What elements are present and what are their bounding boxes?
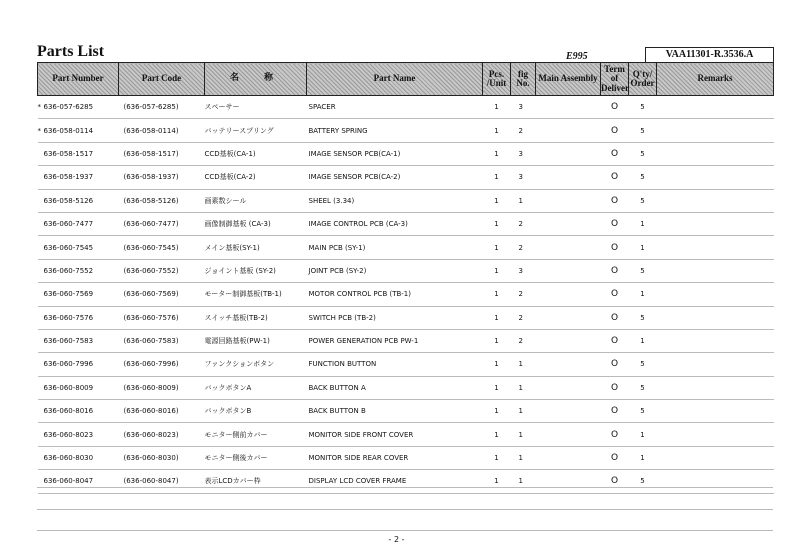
- part-number-cell: [38, 423, 119, 446]
- qty-order-cell: 1: [629, 236, 657, 259]
- table-row: [38, 423, 774, 446]
- main-assembly-cell: [536, 423, 601, 446]
- header-pcs-unit-line2: /Unit: [486, 78, 507, 88]
- term-of-deliver-cell: O: [601, 400, 629, 423]
- term-of-deliver-cell: O: [601, 119, 629, 142]
- pcs-unit-cell: 1: [483, 306, 511, 329]
- part-code-cell: (636-060-7583): [119, 329, 205, 352]
- fig-no-cell: 1: [511, 376, 536, 399]
- header-term-line1: Term: [604, 63, 625, 74]
- fig-no-cell: 3: [511, 259, 536, 282]
- term-of-deliver-cell: O: [601, 259, 629, 282]
- table-row: [38, 119, 774, 142]
- remarks-cell: [657, 446, 774, 469]
- pcs-unit-cell: 1: [483, 283, 511, 306]
- part-name-cell: FUNCTION BUTTON: [307, 353, 483, 376]
- table-row: [38, 283, 774, 306]
- blank-row-line: [37, 487, 773, 488]
- pcs-unit-cell: 1: [483, 329, 511, 352]
- model-name: E995: [566, 51, 588, 62]
- qty-order-cell: 5: [629, 400, 657, 423]
- main-assembly-cell: [536, 212, 601, 235]
- qty-order-cell: 1: [629, 283, 657, 306]
- part-name-cell: BACK BUTTON B: [307, 400, 483, 423]
- part-number-text: 636-060-7477: [43, 220, 94, 229]
- part-code-cell: (636-060-8047): [119, 470, 205, 493]
- jp-name-cell: CCD基板(CA-1): [205, 142, 307, 165]
- part-number-text: 636-060-7996: [43, 360, 94, 369]
- part-name-cell: MAIN PCB (SY-1): [307, 236, 483, 259]
- remarks-cell: [657, 353, 774, 376]
- pcs-unit-cell: 1: [483, 236, 511, 259]
- main-assembly-cell: [536, 446, 601, 469]
- part-number-text: 636-058-5126: [43, 196, 94, 205]
- part-name-cell: BATTERY SPRING: [307, 119, 483, 142]
- part-number-text: 636-058-1517: [43, 149, 94, 158]
- remarks-cell: [657, 119, 774, 142]
- term-of-deliver-cell: O: [601, 353, 629, 376]
- part-number-text: 636-060-7552: [43, 266, 94, 275]
- pcs-unit-cell: 1: [483, 423, 511, 446]
- main-assembly-cell: [536, 259, 601, 282]
- part-code-cell: (636-058-1517): [119, 142, 205, 165]
- remarks-cell: [657, 142, 774, 165]
- table-row: [38, 189, 774, 212]
- table-row: [38, 142, 774, 165]
- jp-name-cell: 電源回路基板(PW-1): [205, 329, 307, 352]
- part-name-cell: IMAGE CONTROL PCB (CA-3): [307, 212, 483, 235]
- part-number-cell: [38, 446, 119, 469]
- part-number-text: 636-060-7576: [43, 313, 94, 322]
- jp-name-cell: 表示LCDカバー枠: [205, 470, 307, 493]
- fig-no-cell: 1: [511, 353, 536, 376]
- pcs-unit-cell: 1: [483, 212, 511, 235]
- table-row: [38, 236, 774, 259]
- pcs-unit-cell: 1: [483, 96, 511, 119]
- part-number-text: 636-058-0114: [43, 126, 94, 135]
- pcs-unit-cell: 1: [483, 166, 511, 189]
- page-number: - 2 -: [388, 535, 405, 544]
- remarks-cell: [657, 376, 774, 399]
- pcs-unit-cell: 1: [483, 189, 511, 212]
- header-part-name: Part Name: [307, 63, 483, 96]
- header-pcs-unit-line1: Pcs.: [488, 68, 505, 79]
- term-of-deliver-cell: O: [601, 212, 629, 235]
- part-number-text: 636-060-7569: [43, 290, 94, 299]
- part-number-text: 636-060-8030: [43, 454, 94, 463]
- remarks-cell: [657, 189, 774, 212]
- part-number-text: 636-057-6285: [43, 103, 94, 112]
- part-number-cell: [38, 236, 119, 259]
- part-number-cell: [38, 376, 119, 399]
- remarks-cell: [657, 423, 774, 446]
- fig-no-cell: 2: [511, 306, 536, 329]
- blank-row-line: [37, 509, 773, 510]
- main-assembly-cell: [536, 189, 601, 212]
- jp-name-cell: バックボタンB: [205, 400, 307, 423]
- part-name-cell: IMAGE SENSOR PCB(CA-2): [307, 166, 483, 189]
- qty-order-cell: 5: [629, 142, 657, 165]
- part-name-cell: JOINT PCB (SY-2): [307, 259, 483, 282]
- main-assembly-cell: [536, 142, 601, 165]
- term-of-deliver-cell: O: [601, 306, 629, 329]
- main-assembly-cell: [536, 236, 601, 259]
- part-code-cell: (636-058-1937): [119, 166, 205, 189]
- fig-no-cell: 2: [511, 236, 536, 259]
- fig-no-cell: 3: [511, 96, 536, 119]
- header-qty-order: [629, 63, 657, 96]
- jp-name-cell: バッテリースプリング: [205, 119, 307, 142]
- fig-no-cell: 1: [511, 189, 536, 212]
- qty-order-cell: 5: [629, 376, 657, 399]
- table-row: [38, 259, 774, 282]
- table-row: [38, 470, 774, 493]
- part-number-cell: [38, 470, 119, 493]
- part-code-cell: (636-060-7477): [119, 212, 205, 235]
- part-number-cell: [38, 189, 119, 212]
- header-term-line2: of: [610, 73, 619, 84]
- fig-no-cell: 2: [511, 119, 536, 142]
- header-qty-line2: Order: [630, 78, 655, 88]
- new-part-marker: *: [37, 126, 41, 135]
- header-part-number: Part Number: [38, 63, 119, 96]
- fig-no-cell: 3: [511, 142, 536, 165]
- fig-no-cell: 1: [511, 400, 536, 423]
- jp-name-cell: CCD基板(CA-2): [205, 166, 307, 189]
- part-code-cell: (636-060-7996): [119, 353, 205, 376]
- pcs-unit-cell: 1: [483, 470, 511, 493]
- term-of-deliver-cell: O: [601, 96, 629, 119]
- remarks-cell: [657, 470, 774, 493]
- header-jp-name: 名 称: [205, 63, 307, 96]
- table-row: [38, 400, 774, 423]
- part-name-cell: BACK BUTTON A: [307, 376, 483, 399]
- jp-name-cell: 画像制御基板 (CA-3): [205, 212, 307, 235]
- fig-no-cell: 2: [511, 329, 536, 352]
- part-name-cell: MOTOR CONTROL PCB (TB-1): [307, 283, 483, 306]
- pcs-unit-cell: 1: [483, 400, 511, 423]
- part-number-text: 636-060-8047: [43, 477, 94, 486]
- part-name-cell: DISPLAY LCD COVER FRAME: [307, 470, 483, 493]
- qty-order-cell: 5: [629, 119, 657, 142]
- qty-order-cell: 5: [629, 96, 657, 119]
- part-name-cell: SHEEL (3.34): [307, 189, 483, 212]
- term-of-deliver-cell: O: [601, 142, 629, 165]
- table-row: [38, 306, 774, 329]
- table-row: [38, 166, 774, 189]
- part-number-cell: [38, 166, 119, 189]
- header-fig-no-line1: fig: [518, 68, 528, 79]
- header-term-line3: Deliver: [601, 82, 629, 93]
- qty-order-cell: 5: [629, 353, 657, 376]
- jp-name-cell: モーター制御基板(TB-1): [205, 283, 307, 306]
- header-fig-no: [511, 63, 536, 96]
- jp-name-cell: モニター側前カバー: [205, 423, 307, 446]
- table-row: [38, 96, 774, 119]
- main-assembly-cell: [536, 96, 601, 119]
- term-of-deliver-cell: O: [601, 283, 629, 306]
- main-assembly-cell: [536, 400, 601, 423]
- part-number-text: 636-060-7583: [43, 337, 94, 346]
- jp-name-cell: スイッチ基板(TB-2): [205, 306, 307, 329]
- header-term-of-deliver: [601, 63, 629, 96]
- table-row: [38, 329, 774, 352]
- remarks-cell: [657, 329, 774, 352]
- part-name-cell: IMAGE SENSOR PCB(CA-1): [307, 142, 483, 165]
- main-assembly-cell: [536, 283, 601, 306]
- jp-name-cell: 画素数シール: [205, 189, 307, 212]
- part-number-cell: [38, 353, 119, 376]
- parts-table: [37, 62, 774, 494]
- part-number-cell: [38, 119, 119, 142]
- term-of-deliver-cell: O: [601, 236, 629, 259]
- blank-row-line: [37, 530, 773, 531]
- part-number-text: 636-060-8023: [43, 430, 94, 439]
- part-number-text: 636-058-1937: [43, 173, 94, 182]
- header-main-assembly: Main Assembly: [536, 63, 601, 96]
- part-code-cell: (636-058-5126): [119, 189, 205, 212]
- part-code-cell: (636-058-0114): [119, 119, 205, 142]
- qty-order-cell: 1: [629, 446, 657, 469]
- fig-no-cell: 2: [511, 283, 536, 306]
- qty-order-cell: 1: [629, 423, 657, 446]
- pcs-unit-cell: 1: [483, 119, 511, 142]
- qty-order-cell: 5: [629, 470, 657, 493]
- document-number: VAA11301-R.3536.A: [645, 47, 774, 63]
- header-qty-line1: Q'ty/: [632, 68, 653, 79]
- part-number-cell: [38, 96, 119, 119]
- term-of-deliver-cell: O: [601, 470, 629, 493]
- jp-name-cell: メイン基板(SY-1): [205, 236, 307, 259]
- main-assembly-cell: [536, 166, 601, 189]
- main-assembly-cell: [536, 376, 601, 399]
- main-assembly-cell: [536, 353, 601, 376]
- part-number-text: 636-060-8009: [43, 383, 94, 392]
- term-of-deliver-cell: O: [601, 376, 629, 399]
- main-assembly-cell: [536, 306, 601, 329]
- fig-no-cell: 1: [511, 446, 536, 469]
- part-code-cell: (636-060-7569): [119, 283, 205, 306]
- pcs-unit-cell: 1: [483, 446, 511, 469]
- remarks-cell: [657, 96, 774, 119]
- term-of-deliver-cell: O: [601, 446, 629, 469]
- table-row: [38, 212, 774, 235]
- term-of-deliver-cell: O: [601, 189, 629, 212]
- part-number-text: 636-060-7545: [43, 243, 94, 252]
- part-code-cell: (636-060-7545): [119, 236, 205, 259]
- part-number-cell: [38, 400, 119, 423]
- jp-name-cell: ファンクションボタン: [205, 353, 307, 376]
- qty-order-cell: 5: [629, 189, 657, 212]
- part-name-cell: MONITOR SIDE FRONT COVER: [307, 423, 483, 446]
- part-number-cell: [38, 212, 119, 235]
- part-number-cell: [38, 329, 119, 352]
- pcs-unit-cell: 1: [483, 142, 511, 165]
- part-name-cell: SWITCH PCB (TB-2): [307, 306, 483, 329]
- header-remarks: Remarks: [657, 63, 774, 96]
- part-number-cell: [38, 259, 119, 282]
- main-assembly-cell: [536, 329, 601, 352]
- term-of-deliver-cell: O: [601, 423, 629, 446]
- pcs-unit-cell: 1: [483, 259, 511, 282]
- jp-name-cell: スペーサー: [205, 96, 307, 119]
- part-code-cell: (636-060-8030): [119, 446, 205, 469]
- part-name-cell: MONITOR SIDE REAR COVER: [307, 446, 483, 469]
- page-title: Parts List: [37, 43, 105, 60]
- header-fig-no-line2: No.: [516, 78, 530, 88]
- new-part-marker: *: [37, 103, 41, 112]
- part-code-cell: (636-060-7576): [119, 306, 205, 329]
- part-number-cell: [38, 283, 119, 306]
- qty-order-cell: 5: [629, 166, 657, 189]
- qty-order-cell: 1: [629, 329, 657, 352]
- table-header-row: [38, 63, 774, 96]
- qty-order-cell: 5: [629, 259, 657, 282]
- term-of-deliver-cell: O: [601, 166, 629, 189]
- table-row: [38, 376, 774, 399]
- part-code-cell: (636-060-8016): [119, 400, 205, 423]
- header-part-code: Part Code: [119, 63, 205, 96]
- pcs-unit-cell: 1: [483, 353, 511, 376]
- remarks-cell: [657, 400, 774, 423]
- jp-name-cell: バックボタンA: [205, 376, 307, 399]
- fig-no-cell: 2: [511, 212, 536, 235]
- remarks-cell: [657, 283, 774, 306]
- fig-no-cell: 3: [511, 166, 536, 189]
- remarks-cell: [657, 306, 774, 329]
- main-assembly-cell: [536, 119, 601, 142]
- header-pcs-unit: [483, 63, 511, 96]
- table-row: [38, 446, 774, 469]
- part-number-cell: [38, 142, 119, 165]
- part-code-cell: (636-057-6285): [119, 96, 205, 119]
- part-code-cell: (636-060-8023): [119, 423, 205, 446]
- jp-name-cell: モニター側後カバー: [205, 446, 307, 469]
- part-code-cell: (636-060-7552): [119, 259, 205, 282]
- main-assembly-cell: [536, 470, 601, 493]
- part-number-text: 636-060-8016: [43, 407, 94, 416]
- remarks-cell: [657, 236, 774, 259]
- term-of-deliver-cell: O: [601, 329, 629, 352]
- pcs-unit-cell: 1: [483, 376, 511, 399]
- part-code-cell: (636-060-8009): [119, 376, 205, 399]
- qty-order-cell: 5: [629, 306, 657, 329]
- qty-order-cell: 1: [629, 212, 657, 235]
- remarks-cell: [657, 259, 774, 282]
- table-row: [38, 353, 774, 376]
- fig-no-cell: 1: [511, 470, 536, 493]
- part-name-cell: SPACER: [307, 96, 483, 119]
- part-name-cell: POWER GENERATION PCB PW-1: [307, 329, 483, 352]
- fig-no-cell: 1: [511, 423, 536, 446]
- remarks-cell: [657, 166, 774, 189]
- remarks-cell: [657, 212, 774, 235]
- part-number-cell: [38, 306, 119, 329]
- jp-name-cell: ジョイント基板 (SY-2): [205, 259, 307, 282]
